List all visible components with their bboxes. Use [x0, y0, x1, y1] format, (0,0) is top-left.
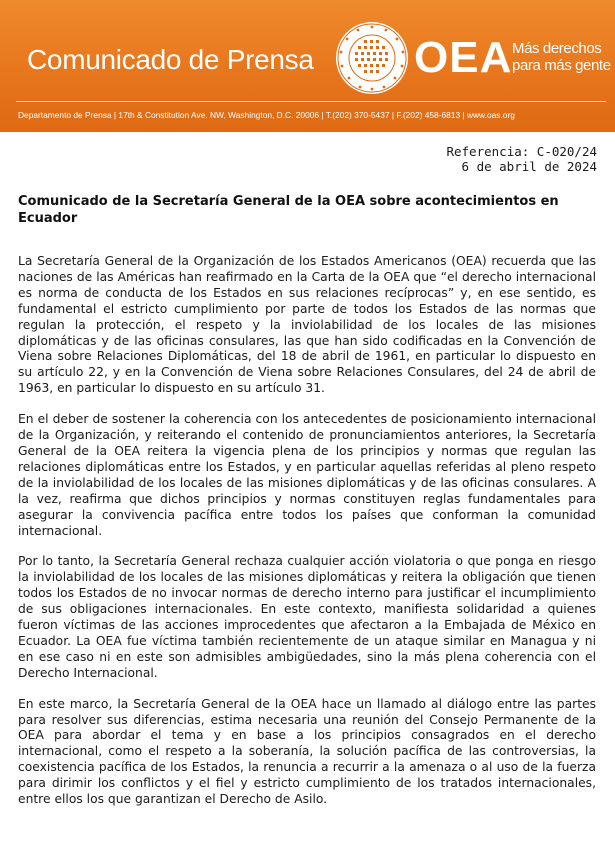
document-title: Comunicado de la Secretaría General de la OEA sobre acontecimientos en Ecuador [18, 194, 559, 226]
body-paragraph-3: Por lo tanto, la Secretaría General rechaza cualquier acción violatoria o que ponga en riesgo la inviolabilidad de los locales de las misiones diplomáticas y reitera la obligación que tienen todos los Estados de no invocar normas de derecho interno para justificar el incumplimiento de sus obligaciones internacionales. En este contexto, manifiesta solidaridad a quienes fueron víctimas de las acciones improcedentes que afectaron a la Embajada de México en Ecuador. La OEA fue víctima también recientemente de un ataque similar en Managua y ni en ese caso ni en este son admisibles ambigüedades, sino la más plena coherencia con el Derecho Internacional. [18, 554, 596, 680]
body-paragraph-2: En el deber de sostener la coherencia con los antecedentes de posicionamiento internacional de la Organización, y reiterando el contenido de pronunciamientos anteriores, la Secretaría General de la OEA reitera la vigencia plena de los principios y normas que regulan las relaciones diplomáticas entre los Estados, y en particular aquellas referidas al pleno respeto de la inviolabilidad de los locales de las misiones diplomáticas y de las oficinas consulares. A la vez, reafirma que dichos principios y normas constituyen reglas fundamentales para asegurar la convivencia pacífica entre todos los países que conforman la comunidad internacional. [18, 412, 596, 538]
oas-seal-icon [334, 20, 410, 96]
reference-date: 6 de abril de 2024 [461, 159, 597, 174]
header-divider [16, 101, 606, 102]
header-title: Comunicado de Prensa [27, 44, 314, 75]
contact-line: Departamento de Prensa | 17th & Constitution Ave. NW, Washington, D.C. 20006 | T.(202) 370-5437 | F.(202) 458-6813 | www.oas.org [18, 110, 515, 120]
body-paragraph-4: En este marco, la Secretaría General de la OEA hace un llamado al diálogo entre las partes para resolver sus diferencias, estima necesaria una reunión del Consejo Permanente de la OEA para abordar el tema y en base a los principios consagrados en el derecho internacional, como el respeto a la soberanía, la solución pacífica de las controversias, la coexistencia pacífica de los Estados, la renuncia a recurrir a la amenaza o al uso de la fuerza para dirimir los conflictos y el fiel y estricto cumplimiento de los tratados internacionales, entre ellos los que garantizan el Derecho de Asilo. [18, 696, 596, 807]
tagline-line-1: Más derechos [512, 40, 602, 57]
header-banner [0, 0, 615, 132]
reference-number: Referencia: C-020/24 [446, 144, 597, 159]
body-paragraph-1: La Secretaría General de la Organización de los Estados Americanos (OEA) recuerda que las naciones de las Américas han reafirmado en la Carta de la OEA que “el derecho internacional es norma de conducta de los Estados en sus relaciones recíprocas” y, en ese sentido, es fundamental el estricto cumplimiento por parte de todos los Estados de las normas que regulan la protección, el respeto y la inviolabilidad de los locales de las misiones diplomáticas y de las oficinas consulares, las que han sido codificadas en la Convención de Viena sobre Relaciones Diplomáticas, del 18 de abril de 1961, en particular lo dispuesto en su artículo 22, y en la Convención de Viena sobre Relaciones Consulares, del 24 de abril de 1963, en particular lo dispuesto en su artículo 31. [18, 254, 596, 396]
document-body [18, 254, 596, 823]
brand-tagline [512, 40, 612, 74]
reference-block [446, 144, 597, 174]
tagline-line-2: para más gente [512, 57, 611, 74]
brand-logo: OEA [414, 33, 513, 82]
